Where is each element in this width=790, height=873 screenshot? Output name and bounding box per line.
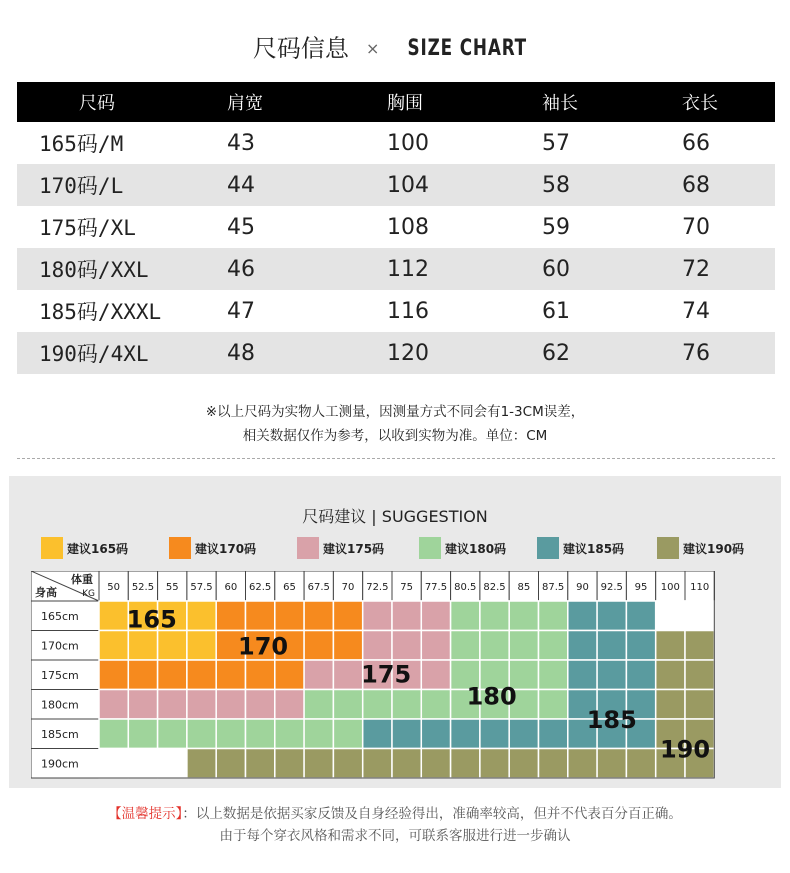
grid-cell <box>392 631 421 661</box>
zone-label: 185 <box>586 706 637 734</box>
header-size: 尺码 <box>79 93 115 114</box>
grid-cell <box>246 719 275 749</box>
legend-label: 建议180码 <box>445 541 507 556</box>
grid-cell <box>392 749 421 779</box>
grid-cell <box>392 690 421 720</box>
table-row <box>17 206 775 248</box>
grid-cell <box>421 601 450 631</box>
grid-cell <box>539 631 568 661</box>
title-separator: × <box>366 38 380 58</box>
grid-cell <box>99 690 128 720</box>
grid-cell <box>128 631 157 661</box>
grid-cell <box>128 660 157 690</box>
zone-label: 170 <box>238 632 289 661</box>
grid-cell <box>216 719 245 749</box>
grid-cell <box>275 690 304 720</box>
legend-label: 建议175码 <box>323 541 385 556</box>
grid-cell <box>333 749 362 779</box>
grid-cell <box>304 660 333 690</box>
grid-cell <box>626 749 655 779</box>
height-tick-label: 180cm <box>41 698 79 712</box>
header-shoulder: 肩宽 <box>227 93 263 114</box>
grid-cell <box>187 690 216 720</box>
suggestion-panel <box>9 476 781 788</box>
grid-cell <box>158 631 187 661</box>
grid-cell <box>626 631 655 661</box>
legend-swatch <box>419 537 441 559</box>
grid-cell <box>685 631 714 661</box>
height-tick-label: 170cm <box>41 639 79 653</box>
tip-label: 【温馨提示】 <box>108 806 183 822</box>
title-en: SIZE CHART <box>407 35 527 61</box>
grid-cell <box>333 631 362 661</box>
length-cell: 76 <box>682 340 710 366</box>
grid-cell <box>158 719 187 749</box>
height-tick-label: 165cm <box>41 609 79 623</box>
weight-tick-label: 57.5 <box>190 582 213 593</box>
grid-cell <box>421 660 450 690</box>
grid-cell <box>539 660 568 690</box>
grid-cell <box>216 601 245 631</box>
shoulder-cell: 46 <box>227 256 255 282</box>
legend-item <box>537 536 624 560</box>
size-legend <box>31 536 771 560</box>
grid-cell <box>656 631 685 661</box>
grid-cell <box>509 749 538 779</box>
weight-tick-label: 77.5 <box>424 582 448 593</box>
size-cell: 180码/XXL <box>39 258 149 282</box>
legend-label: 建议170码 <box>195 541 257 556</box>
sleeve-cell: 60 <box>542 256 570 282</box>
tip-text-1: ：以上数据是依据买家反馈及自身经验得出，准确率较高，但并不代表百分百正确。 <box>182 806 682 822</box>
grid-cell <box>597 601 626 631</box>
tip-line2: 由于每个穿衣风格和需求不同，可联系客服进行进一步确认 <box>219 828 571 844</box>
grid-cell <box>568 631 597 661</box>
sleeve-cell: 62 <box>542 340 570 366</box>
weight-tick-label: 67.5 <box>307 582 330 593</box>
grid-cell <box>363 719 392 749</box>
grid-cell <box>158 660 187 690</box>
sleeve-cell: 57 <box>542 130 570 156</box>
grid-cell <box>99 601 128 631</box>
grid-cell <box>246 660 275 690</box>
grid-cell <box>275 749 304 779</box>
legend-label: 建议185码 <box>563 541 625 556</box>
legend-item <box>41 536 128 560</box>
table-row <box>17 248 775 290</box>
grid-cell <box>539 749 568 779</box>
header-chest: 胸围 <box>387 93 423 114</box>
legend-swatch <box>169 537 191 559</box>
legend-swatch <box>41 537 63 559</box>
grid-cell <box>539 690 568 720</box>
height-tick-label: 185cm <box>41 727 79 741</box>
chest-cell: 112 <box>387 256 429 282</box>
zone-label: 165 <box>126 605 177 634</box>
grid-cell <box>480 719 509 749</box>
length-cell: 66 <box>682 130 710 156</box>
weight-tick-label: 50 <box>107 582 121 593</box>
tip-line1 <box>0 802 790 822</box>
header-length: 衣长 <box>682 93 718 114</box>
grid-cell <box>187 601 216 631</box>
shoulder-cell: 47 <box>227 298 255 324</box>
grid-cell <box>626 601 655 631</box>
grid-cell <box>451 631 480 661</box>
grid-cell <box>539 719 568 749</box>
weight-tick-label: 60 <box>224 582 238 593</box>
weight-tick-label: 87.5 <box>542 582 565 593</box>
grid-cell <box>333 690 362 720</box>
grid-cell <box>275 601 304 631</box>
legend-item <box>419 536 506 560</box>
grid-cell <box>685 690 714 720</box>
grid-cell <box>685 601 714 631</box>
table-row <box>17 332 775 374</box>
weight-tick-label: 62.5 <box>249 582 272 593</box>
header-sleeve: 袖长 <box>542 93 578 114</box>
weight-tick-label: 100 <box>660 582 680 593</box>
grid-cell <box>421 631 450 661</box>
weight-tick-label: 52.5 <box>131 582 155 593</box>
shoulder-cell: 43 <box>227 130 255 156</box>
table-row <box>17 164 775 206</box>
grid-cell <box>363 690 392 720</box>
section-divider <box>17 458 775 459</box>
chest-cell: 100 <box>387 130 429 156</box>
weight-tick-label: 90 <box>576 582 589 593</box>
legend-swatch <box>297 537 319 559</box>
shoulder-cell: 45 <box>227 214 255 240</box>
grid-cell <box>480 631 509 661</box>
grid-cell <box>304 601 333 631</box>
grid-cell <box>597 631 626 661</box>
grid-cell <box>187 660 216 690</box>
weight-tick-label: 80.5 <box>454 582 477 593</box>
grid-cell <box>509 601 538 631</box>
grid-cell <box>99 719 128 749</box>
chest-cell: 120 <box>387 340 429 366</box>
sleeve-cell: 59 <box>542 214 570 240</box>
weight-tick-label: 75 <box>400 582 414 593</box>
table-row <box>17 290 775 332</box>
grid-cell <box>568 749 597 779</box>
grid-cell <box>158 690 187 720</box>
shoulder-cell: 44 <box>227 172 255 198</box>
grid-cell <box>392 601 421 631</box>
length-cell: 74 <box>682 298 710 324</box>
grid-cell <box>99 749 128 779</box>
grid-cell <box>187 749 216 779</box>
grid-cell <box>451 601 480 631</box>
size-cell: 185码/XXXL <box>39 300 162 324</box>
grid-cell <box>333 719 362 749</box>
corner-weight-label: 体重 <box>71 573 93 586</box>
size-table-header <box>17 82 775 122</box>
grid-cell <box>597 749 626 779</box>
grid-cell <box>304 690 333 720</box>
grid-cell <box>99 660 128 690</box>
length-cell: 70 <box>682 214 710 240</box>
legend-label: 建议165码 <box>67 541 129 556</box>
zone-label: 190 <box>659 735 711 764</box>
legend-item <box>657 536 744 560</box>
legend-item <box>169 536 256 560</box>
grid-cell <box>656 660 685 690</box>
grid-cell <box>304 719 333 749</box>
grid-cell <box>421 719 450 749</box>
size-cell: 190码/4XL <box>39 342 149 366</box>
weight-tick-label: 65 <box>283 582 296 593</box>
weight-tick-label: 70 <box>341 582 355 593</box>
grid-cell <box>187 719 216 749</box>
grid-cell <box>99 631 128 661</box>
weight-tick-label: 72.5 <box>366 582 389 593</box>
legend-item <box>297 536 384 560</box>
grid-cell <box>363 631 392 661</box>
grid-cell <box>451 719 480 749</box>
weight-tick-label: 110 <box>690 582 710 593</box>
title-cn: 尺码信息 <box>252 34 349 63</box>
grid-cell <box>246 601 275 631</box>
table-row <box>17 122 775 164</box>
grid-cell <box>363 749 392 779</box>
weight-tick-label: 55 <box>165 582 179 593</box>
zone-label: 175 <box>361 660 412 689</box>
grid-cell <box>392 719 421 749</box>
grid-cell <box>656 690 685 720</box>
grid-cell <box>275 660 304 690</box>
legend-swatch <box>537 537 559 559</box>
size-cell: 175码/XL <box>39 216 136 240</box>
grid-cell <box>539 601 568 631</box>
shoulder-cell: 48 <box>227 340 255 366</box>
size-suggestion-grid <box>31 571 771 785</box>
height-tick-label: 175cm <box>41 668 79 682</box>
grid-cell <box>304 631 333 661</box>
grid-cell <box>246 749 275 779</box>
grid-cell <box>451 749 480 779</box>
grid-cell <box>509 631 538 661</box>
grid-cell <box>597 660 626 690</box>
length-cell: 68 <box>682 172 710 198</box>
grid-cell <box>480 749 509 779</box>
grid-cell <box>216 749 245 779</box>
length-cell: 72 <box>682 256 710 282</box>
weight-tick-label: 92.5 <box>600 582 623 593</box>
weight-tick-label: 85 <box>517 582 531 593</box>
sleeve-cell: 61 <box>542 298 570 324</box>
size-cell: 170码/L <box>39 174 124 198</box>
suggestion-grid-svg <box>31 571 771 781</box>
grid-cell <box>246 690 275 720</box>
grid-cell <box>568 660 597 690</box>
grid-cell <box>363 601 392 631</box>
grid-cell <box>158 749 187 779</box>
weight-tick-label: 95 <box>634 582 648 593</box>
grid-cell <box>626 660 655 690</box>
size-chart-table <box>17 82 775 374</box>
legend-label: 建议190码 <box>683 541 745 556</box>
grid-cell <box>304 749 333 779</box>
grid-cell <box>128 749 157 779</box>
grid-cell <box>128 719 157 749</box>
grid-cell <box>216 690 245 720</box>
grid-cell <box>275 719 304 749</box>
grid-cell <box>128 690 157 720</box>
grid-cell <box>656 601 685 631</box>
grid-cell <box>509 719 538 749</box>
grid-cell <box>333 660 362 690</box>
corner-height-label: 身高 <box>35 586 57 599</box>
height-tick-label: 190cm <box>41 757 79 771</box>
suggestion-title: 尺码建议 | SUGGESTION <box>302 507 488 526</box>
sleeve-cell: 58 <box>542 172 570 198</box>
grid-cell <box>333 601 362 631</box>
chest-cell: 116 <box>387 298 429 324</box>
zone-label: 180 <box>466 682 517 711</box>
page-title <box>0 30 790 66</box>
grid-cell <box>568 601 597 631</box>
grid-cell <box>421 749 450 779</box>
grid-cell <box>421 690 450 720</box>
grid-cell <box>216 660 245 690</box>
legend-swatch <box>657 537 679 559</box>
chest-cell: 108 <box>387 214 429 240</box>
grid-cell <box>480 601 509 631</box>
measurement-note-line1: ※以上尺码为实物人工测量，因测量方式不同会有1-3CM误差， <box>205 404 585 420</box>
corner-weight-unit: KG <box>82 589 95 599</box>
grid-cell <box>187 631 216 661</box>
chest-cell: 104 <box>387 172 429 198</box>
size-cell: 165码/M <box>39 132 124 156</box>
weight-tick-label: 82.5 <box>483 582 506 593</box>
measurement-note-line2: 相关数据仅作为参考，以收到实物为准。单位：CM <box>242 428 548 444</box>
grid-cell <box>685 660 714 690</box>
